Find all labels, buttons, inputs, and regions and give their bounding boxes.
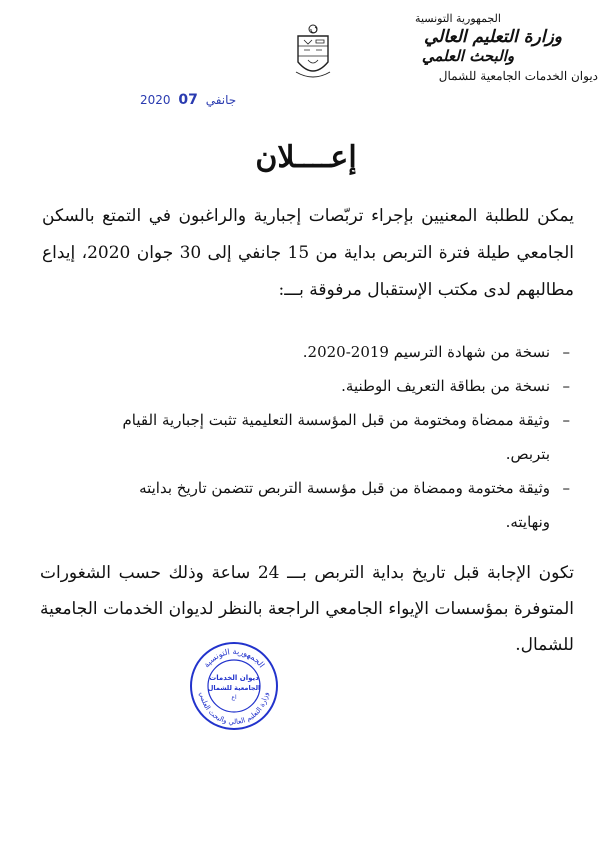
list-item: –وثيقة مختومة وممضاة من قبل مؤسسة التربص تتضمن تاريخ بدايته [139,479,570,497]
list-item-text: وثيقة مختومة وممضاة من قبل مؤسسة التربص تتضمن تاريخ بدايته [139,479,550,497]
list-item-text: نسخة من بطاقة التعريف الوطنية. [341,377,550,395]
stamp-inner-line2: الجامعية للشمال [207,684,261,692]
list-item-text: نسخة من شهادة الترسيم 2019-2020. [302,343,550,361]
stamp-inner-line3: اع [231,694,237,701]
list-item: –وثيقة ممضاة ومختومة من قبل المؤسسة التعليمية تثبت إجبارية القيام [122,411,570,429]
list-item-continuation: بتربص. [505,445,550,463]
official-stamp [188,640,280,732]
intro-paragraph: يمكن للطلبة المعنيين بإجراء تربّصات إجبارية والراغبون في التمتع بالسكن الجامعي طيلة فترة التربص بداية من 15 جانفي إلى 30 جوان 2020، إيداع مطالبهم لدى مكتب الإستقبال مرفوقة بـــ: [42,206,574,300]
date-year: 2020 [140,93,171,107]
stamp-outer-top: الجمهورية التونسية [201,646,267,670]
list-item: –نسخة من شهادة الترسيم 2019-2020. [302,343,570,361]
announcement-title: إعــــلان [255,140,357,175]
list-item-text: وثيقة ممضاة ومختومة من قبل المؤسسة التعليمية تثبت إجبارية القيام [122,411,550,429]
letterhead [388,12,598,83]
stamp-inner-line1: ديوان الخدمات [209,674,259,682]
office-name: ديوان الخدمات الجامعية للشمال [438,69,598,83]
document-date [140,92,240,108]
date-day: 07 [178,92,198,108]
closing-paragraph: تكون الإجابة قبل تاريخ بداية التربص بـــ 24 ساعة وذلك حسب الشغورات المتوفرة بمؤسسات الإيواء الجامعي الراجعة بالنظر لديوان الخدمات الجامعية للشمال. [40,563,574,655]
date-month: جانفي [205,93,237,107]
ministry-name: وزارة التعليم العالي [423,27,563,47]
ministry-name-line2: والبحث العلمي [421,47,515,65]
stamp-outer-bottom: وزارة التعليم العالي والبحث العلمي [197,691,270,727]
tunisia-coat-of-arms-icon [290,22,336,84]
list-item: –نسخة من بطاقة التعريف الوطنية. [341,377,570,395]
list-item-continuation: ونهايته. [505,513,550,531]
required-documents-list [40,335,570,539]
republic-name: الجمهورية التونسية [415,12,501,25]
